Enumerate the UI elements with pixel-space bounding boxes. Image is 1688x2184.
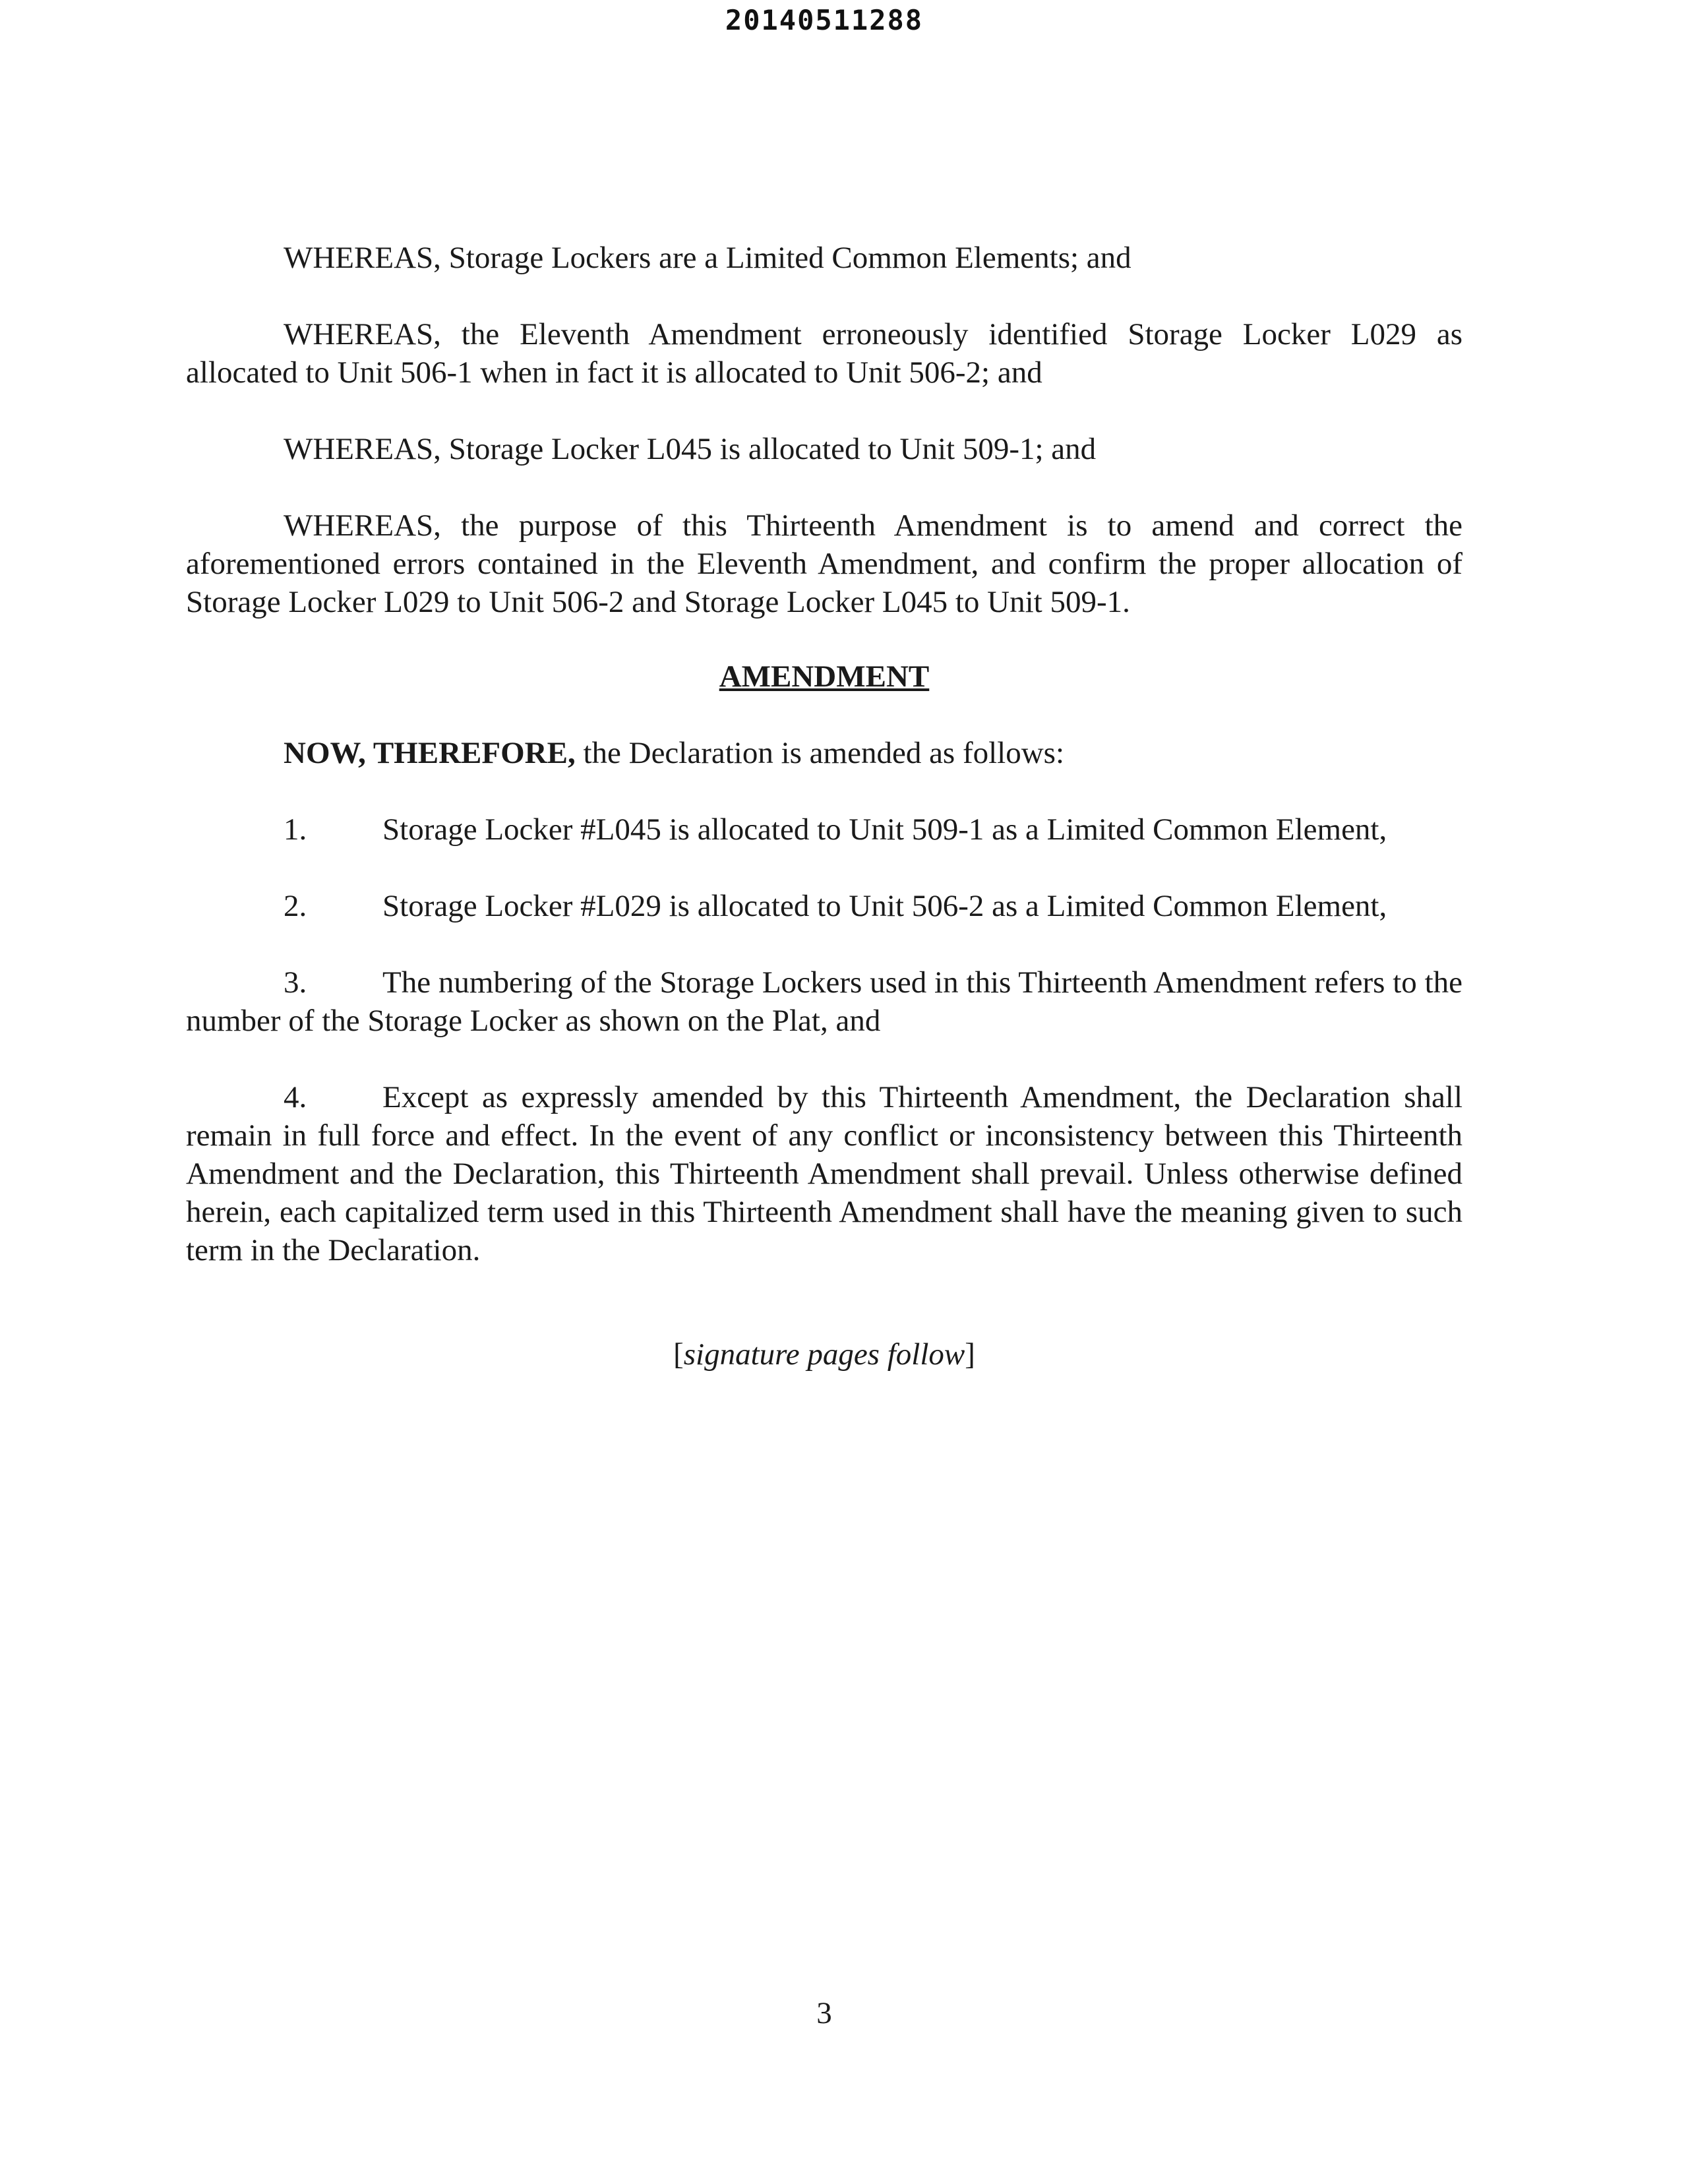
- recital-locker-l045: WHEREAS, Storage Locker L045 is allocated to Unit 509-1; and: [284, 432, 1097, 466]
- amendment-intro-bold: NOW, THEREFORE,: [284, 736, 576, 770]
- recital-purpose: WHEREAS, the purpose of this Thirteenth Amendment is to amend and correct the aforementioned errors contained in the Eleventh Amendment, and confirm the proper allocation of Storage Locker L029 to Unit 506-2 and Storage Locker L045 to Unit 509-1.: [186, 508, 1462, 619]
- recital-storage-lockers: WHEREAS, Storage Lockers are a Limited Common Elements; and: [284, 241, 1131, 275]
- document-number: 20140511288: [725, 4, 924, 36]
- page-number: 3: [816, 1996, 832, 2030]
- item-number: 4.: [284, 1080, 307, 1114]
- item-text: Except as expressly amended by this Thirteenth Amendment, the Declaration shall remain in full force and effect. In the event of any conflict or inconsistency between this Thirteenth Amendment and the Declaration, this Thirteenth Amendment shall prevail. Unless otherwise defined herein, each capitalized term used in this Thirteenth Amendment shall have the meaning given to such term in the Declaration.: [186, 1080, 1462, 1267]
- item-text: Storage Locker #L045 is allocated to Unit 509-1 as a Limited Common Element,: [382, 812, 1387, 847]
- recital-eleventh-amendment-error: WHEREAS, the Eleventh Amendment erroneously identified Storage Locker L029 as allocated to Unit 506-1 when in fact it is allocated to Unit 506-2; and: [186, 317, 1462, 390]
- item-text: The numbering of the Storage Lockers used in this Thirteenth Amendment refers to the number of the Storage Locker as shown on the Plat, and: [186, 965, 1462, 1038]
- amendment-intro: [186, 734, 1462, 772]
- signature-note-text: signature pages follow: [683, 1337, 965, 1372]
- amendment-item-4: [186, 1078, 1462, 1269]
- amendment-intro-rest: the Declaration is amended as follows:: [575, 736, 1065, 770]
- item-number: 2.: [284, 889, 307, 923]
- item-number: 1.: [284, 812, 307, 847]
- amendment-heading: AMENDMENT: [719, 659, 930, 694]
- item-text: Storage Locker #L029 is allocated to Unit 506-2 as a Limited Common Element,: [382, 889, 1387, 923]
- amendment-item-3: [186, 963, 1462, 1040]
- item-number: 3.: [284, 965, 307, 1000]
- signature-pages-note: [signature pages follow]: [673, 1337, 975, 1372]
